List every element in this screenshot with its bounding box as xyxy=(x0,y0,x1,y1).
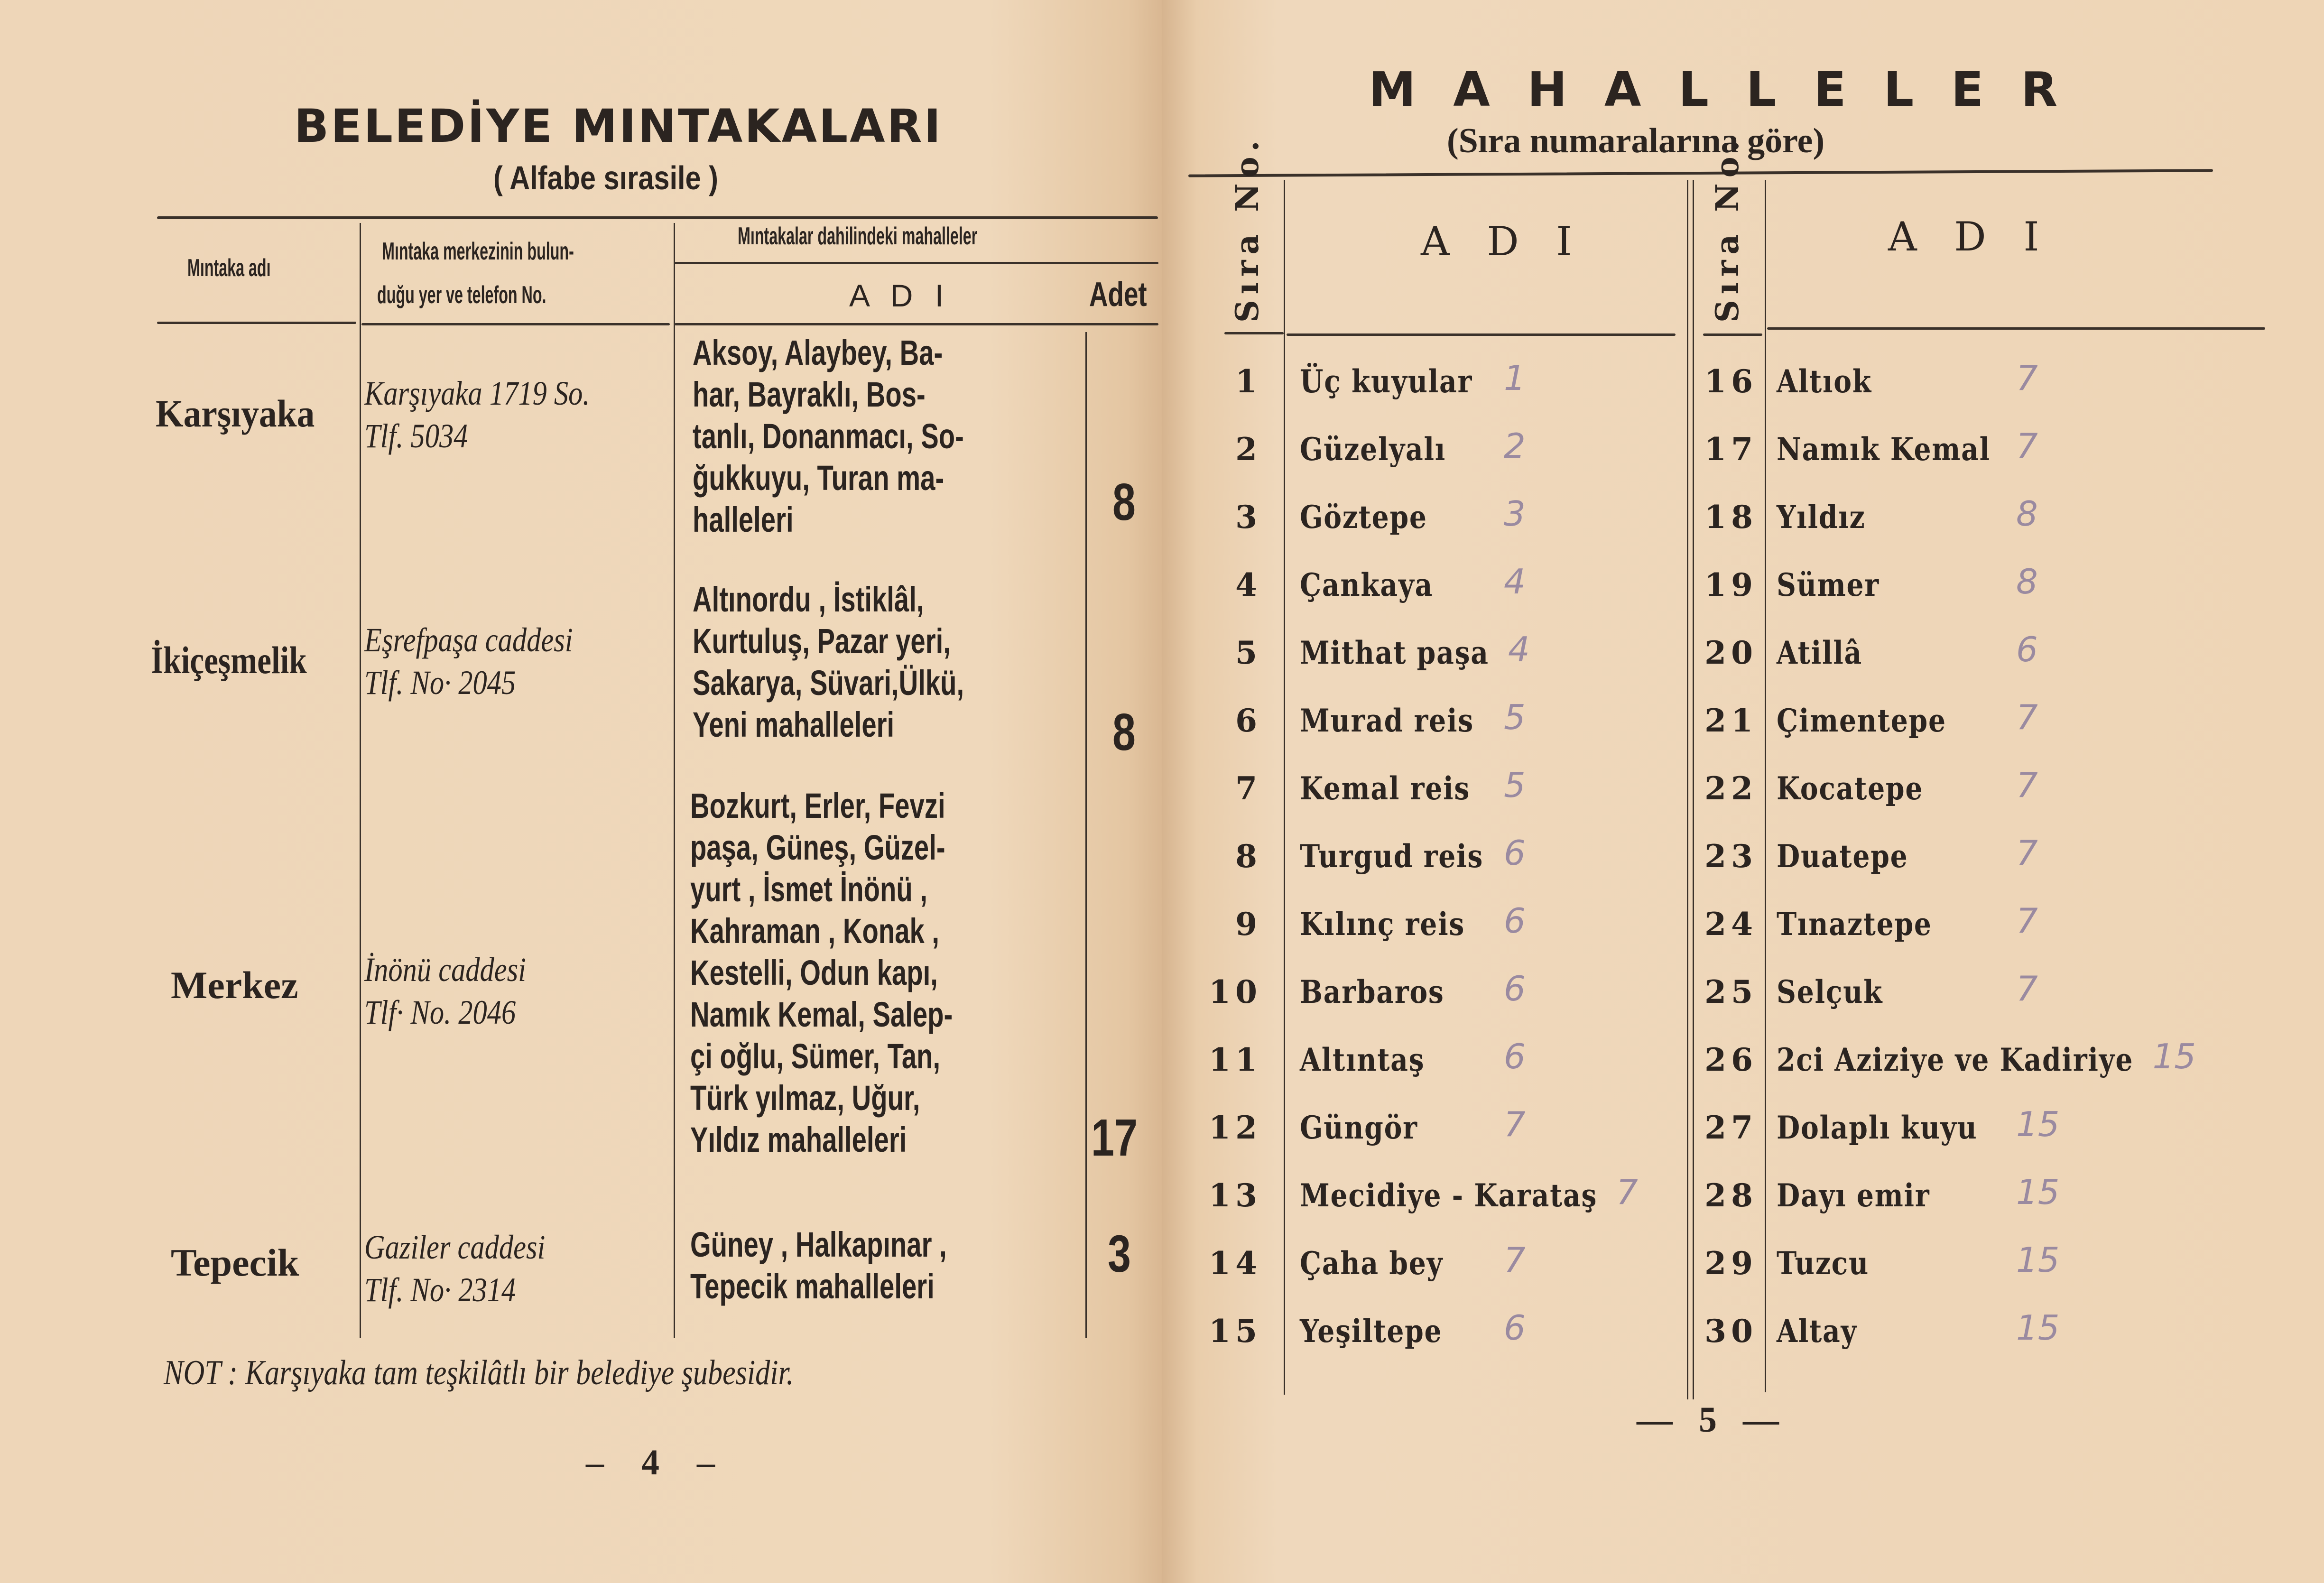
pencil-annotation: 7 xyxy=(2016,833,2038,873)
page-number: – 4 – xyxy=(586,1443,729,1482)
neighborhood-name: Duatepe xyxy=(1777,838,1908,875)
sira-number: 21 xyxy=(1704,702,1758,739)
pencil-annotation: 6 xyxy=(1504,901,1526,941)
sira-number: 8 xyxy=(1235,838,1262,875)
header-name: A D I xyxy=(1421,218,1584,265)
sira-number: 14 xyxy=(1209,1245,1262,1282)
sira-number: 9 xyxy=(1235,906,1262,943)
column-divider xyxy=(1765,180,1766,1392)
sira-number: 12 xyxy=(1209,1109,1262,1146)
neighborhood-name: Altıntaş xyxy=(1300,1041,1425,1078)
neighborhood-line: Kahraman , Konak , xyxy=(690,911,940,951)
sira-number: 23 xyxy=(1704,838,1758,875)
sira-number: 22 xyxy=(1704,770,1758,807)
region-name: Karşıyaka xyxy=(156,392,315,435)
pencil-annotation: 6 xyxy=(1504,969,1526,1009)
pencil-annotation: 7 xyxy=(2016,901,2038,941)
neighborhood-list xyxy=(690,785,1036,1161)
sira-number: 7 xyxy=(1235,770,1262,807)
header-name: A D I xyxy=(1888,213,2052,260)
neighborhood-line: Tepecik mahalleleri xyxy=(690,1267,935,1306)
neighborhood-count: 8 xyxy=(1112,473,1136,531)
pencil-annotation: 1 xyxy=(1504,358,1526,398)
header-neighborhoods-group: Mıntakalar dahilindeki mahalleler xyxy=(738,222,978,250)
neighborhood-name: Kılınç reis xyxy=(1300,906,1465,943)
neighborhood-name: Namık Kemal xyxy=(1777,431,1991,468)
neighborhood-name: Altıok xyxy=(1777,363,1872,400)
region-name: Tepecik xyxy=(171,1241,299,1284)
header-bottom-rule xyxy=(1703,333,1762,336)
neighborhood-line: Aksoy, Alaybey, Ba- xyxy=(693,333,943,372)
pencil-annotation: 7 xyxy=(2016,765,2038,805)
header-bottom-rule xyxy=(157,322,356,324)
pencil-annotation: 7 xyxy=(1504,1240,1526,1280)
neighborhood-name: Güngör xyxy=(1300,1109,1418,1146)
neighborhood-name: Mecidiye - Karataş xyxy=(1300,1177,1598,1214)
neighborhood-name: Göztepe xyxy=(1300,499,1427,536)
neighborhood-name: Selçuk xyxy=(1777,973,1883,1010)
region-name: İkiçeşmelik xyxy=(151,639,307,682)
pencil-annotation: 8 xyxy=(2016,494,2038,534)
pencil-annotation: 15 xyxy=(2016,1172,2060,1212)
pencil-annotation: 3 xyxy=(1504,494,1526,534)
right-page-title: M A H A L L E L E R xyxy=(1369,62,2068,117)
footnote: NOT : Karşıyaka tam teşkilâtlı bir belediye şubesidir. xyxy=(164,1353,794,1392)
neighborhood-name: Dayı emir xyxy=(1777,1177,1930,1214)
header-bottom-rule xyxy=(1224,332,1284,334)
neighborhood-name: Mithat paşa xyxy=(1300,634,1489,671)
neighborhood-name: 2ci Aziziye ve Kadiriye xyxy=(1777,1041,2134,1078)
sira-number: 6 xyxy=(1235,702,1262,739)
sira-number: 16 xyxy=(1704,363,1758,400)
sira-number: 18 xyxy=(1704,499,1758,536)
pencil-annotation: 5 xyxy=(1504,765,1526,805)
header-bottom-rule xyxy=(361,323,670,325)
pencil-annotation: 6 xyxy=(1504,1037,1526,1076)
neighborhood-name: Güzelyalı xyxy=(1300,431,1446,468)
neighborhood-name: Çankaya xyxy=(1300,566,1434,603)
right-page xyxy=(1162,0,2324,1583)
center-location: İnönü caddesi xyxy=(364,951,526,989)
neighborhood-line: halleleri xyxy=(693,500,794,539)
center-phone: Tlf· No. 2046 xyxy=(364,993,516,1031)
header-bottom-rule xyxy=(1287,333,1676,336)
column-divider xyxy=(674,223,675,1338)
neighborhood-line: Sakarya, Süvari,Ülkü, xyxy=(693,663,964,703)
pencil-annotation: 6 xyxy=(2016,629,2038,669)
neighborhood-name: Atillâ xyxy=(1777,634,1863,671)
neighborhood-line: Kurtuluş, Pazar yeri, xyxy=(693,621,951,661)
neighborhood-line: paşa, Güneş, Güzel- xyxy=(690,828,945,867)
neighborhood-count: 17 xyxy=(1091,1109,1138,1167)
sira-number: 29 xyxy=(1704,1245,1758,1282)
page-number: — 5 — xyxy=(1637,1400,1787,1440)
header-center-line1: Mıntaka merkezinin bulun- xyxy=(382,238,574,265)
header-mid-rule xyxy=(675,262,1158,264)
neighborhood-name: Tınaztepe xyxy=(1777,906,1932,943)
neighborhood-list xyxy=(693,332,1049,541)
neighborhood-line: yurt , İsmet İnönü , xyxy=(690,870,927,909)
header-region-name: Mıntaka adı xyxy=(187,254,271,282)
neighborhood-name: Altay xyxy=(1777,1313,1858,1350)
sira-number: 15 xyxy=(1209,1313,1262,1350)
sira-number: 19 xyxy=(1704,566,1758,603)
header-count: Adet xyxy=(1089,276,1147,314)
neighborhood-line: Güney , Halkapınar , xyxy=(690,1225,947,1264)
center-location: Gaziler caddesi xyxy=(364,1228,546,1266)
pencil-annotation: 7 xyxy=(2016,969,2038,1009)
neighborhood-line: ğukkuyu, Turan ma- xyxy=(693,458,944,498)
neighborhood-line: çi oğlu, Sümer, Tan, xyxy=(690,1037,941,1076)
sira-number: 4 xyxy=(1235,566,1262,603)
column-divider xyxy=(360,223,361,1338)
neighborhood-line: Namık Kemal, Salep- xyxy=(690,995,953,1034)
pencil-annotation: 4 xyxy=(1508,629,1530,669)
left-page-title: BELEDİYE MINTAKALARI xyxy=(294,100,943,153)
header-center-line2: duğu yer ve telefon No. xyxy=(377,281,546,309)
neighborhood-line: Kestelli, Odun kapı, xyxy=(690,953,938,992)
neighborhood-count: 8 xyxy=(1112,703,1136,761)
neighborhood-count: 3 xyxy=(1108,1225,1131,1283)
header-bottom-rule xyxy=(1767,327,2265,330)
neighborhood-name: Murad reis xyxy=(1300,702,1474,739)
sira-number: 24 xyxy=(1704,906,1758,943)
sira-number: 1 xyxy=(1235,363,1262,400)
neighborhood-name: Kocatepe xyxy=(1777,770,1924,807)
pencil-annotation: 15 xyxy=(2016,1104,2060,1144)
region-name: Merkez xyxy=(171,963,298,1007)
pencil-annotation: 7 xyxy=(2016,697,2038,737)
neighborhood-line: har, Bayraklı, Bos- xyxy=(693,375,926,414)
pencil-annotation: 6 xyxy=(1504,833,1526,873)
pencil-annotation: 15 xyxy=(2016,1240,2060,1280)
neighborhood-line: tanlı, Donanmacı, So- xyxy=(693,417,964,456)
center-phone: Tlf. 5034 xyxy=(364,417,468,455)
sira-number: 27 xyxy=(1704,1109,1758,1146)
sira-number: 11 xyxy=(1209,1041,1262,1078)
header-bottom-rule xyxy=(675,323,1158,325)
neighborhood-name: Kemal reis xyxy=(1300,770,1471,807)
neighborhood-line: Yıldız mahalleleri xyxy=(690,1120,907,1159)
pencil-annotation: 2 xyxy=(1504,426,1526,466)
pencil-annotation: 7 xyxy=(2016,358,2038,398)
pencil-annotation: 8 xyxy=(2016,562,2038,602)
neighborhood-list xyxy=(693,579,1050,746)
header-sira-no: Sıra No. xyxy=(1229,135,1266,323)
sira-number: 30 xyxy=(1704,1313,1758,1350)
neighborhood-name: Yeşiltepe xyxy=(1300,1313,1443,1350)
pencil-annotation: 15 xyxy=(2152,1037,2196,1076)
neighborhood-name: Turgud reis xyxy=(1300,838,1484,875)
neighborhood-list xyxy=(690,1224,1028,1307)
neighborhood-line: Yeni mahalleleri xyxy=(693,705,895,744)
header-sira-no: Sıra No. xyxy=(1709,135,1746,323)
neighborhood-name: Sümer xyxy=(1777,566,1880,603)
column-divider-double xyxy=(1693,180,1694,1399)
neighborhood-line: Türk yılmaz, Uğur, xyxy=(690,1078,920,1118)
neighborhood-name: Yıldız xyxy=(1777,499,1866,536)
pencil-annotation: 7 xyxy=(1504,1104,1526,1144)
sira-number: 5 xyxy=(1235,634,1262,671)
column-divider xyxy=(1085,332,1087,1338)
pencil-annotation: 4 xyxy=(1504,562,1526,602)
neighborhood-name: Üç kuyular xyxy=(1300,363,1473,400)
pencil-annotation: 15 xyxy=(2016,1308,2060,1348)
left-page-subtitle: ( Alfabe sırasile ) xyxy=(493,159,718,196)
center-phone: Tlf. No· 2045 xyxy=(364,664,516,702)
sira-number: 17 xyxy=(1704,431,1758,468)
center-location: Eşrefpaşa caddesi xyxy=(364,621,573,659)
table-top-rule xyxy=(157,216,1158,219)
table-top-rule xyxy=(1188,169,2213,177)
sira-number: 28 xyxy=(1704,1177,1758,1214)
sira-number: 10 xyxy=(1209,973,1262,1010)
header-name: A D I xyxy=(849,278,951,313)
neighborhood-line: Bozkurt, Erler, Fevzi xyxy=(690,786,945,825)
pencil-annotation: 5 xyxy=(1504,697,1526,737)
column-divider xyxy=(1284,180,1285,1395)
sira-number: 13 xyxy=(1209,1177,1262,1214)
column-divider-double xyxy=(1687,180,1688,1399)
neighborhood-name: Barbaros xyxy=(1300,973,1444,1010)
neighborhood-name: Çaha bey xyxy=(1300,1245,1444,1282)
pencil-annotation: 6 xyxy=(1504,1308,1526,1348)
sira-number: 3 xyxy=(1235,499,1262,536)
pencil-annotation: 7 xyxy=(1616,1172,1638,1212)
neighborhood-name: Dolaplı kuyu xyxy=(1777,1109,1978,1146)
sira-number: 26 xyxy=(1704,1041,1758,1078)
sira-number: 25 xyxy=(1704,973,1758,1010)
neighborhood-name: Tuzcu xyxy=(1777,1245,1869,1282)
right-page-subtitle: (Sıra numaralarına göre) xyxy=(1447,121,1825,160)
sira-number: 2 xyxy=(1235,431,1262,468)
center-location: Karşıyaka 1719 So. xyxy=(364,374,590,412)
neighborhood-line: Altınordu , İstiklâl, xyxy=(693,580,924,619)
neighborhood-name: Çimentepe xyxy=(1777,702,1946,739)
center-phone: Tlf. No· 2314 xyxy=(364,1271,516,1309)
pencil-annotation: 7 xyxy=(2016,426,2038,466)
sira-number: 20 xyxy=(1704,634,1758,671)
